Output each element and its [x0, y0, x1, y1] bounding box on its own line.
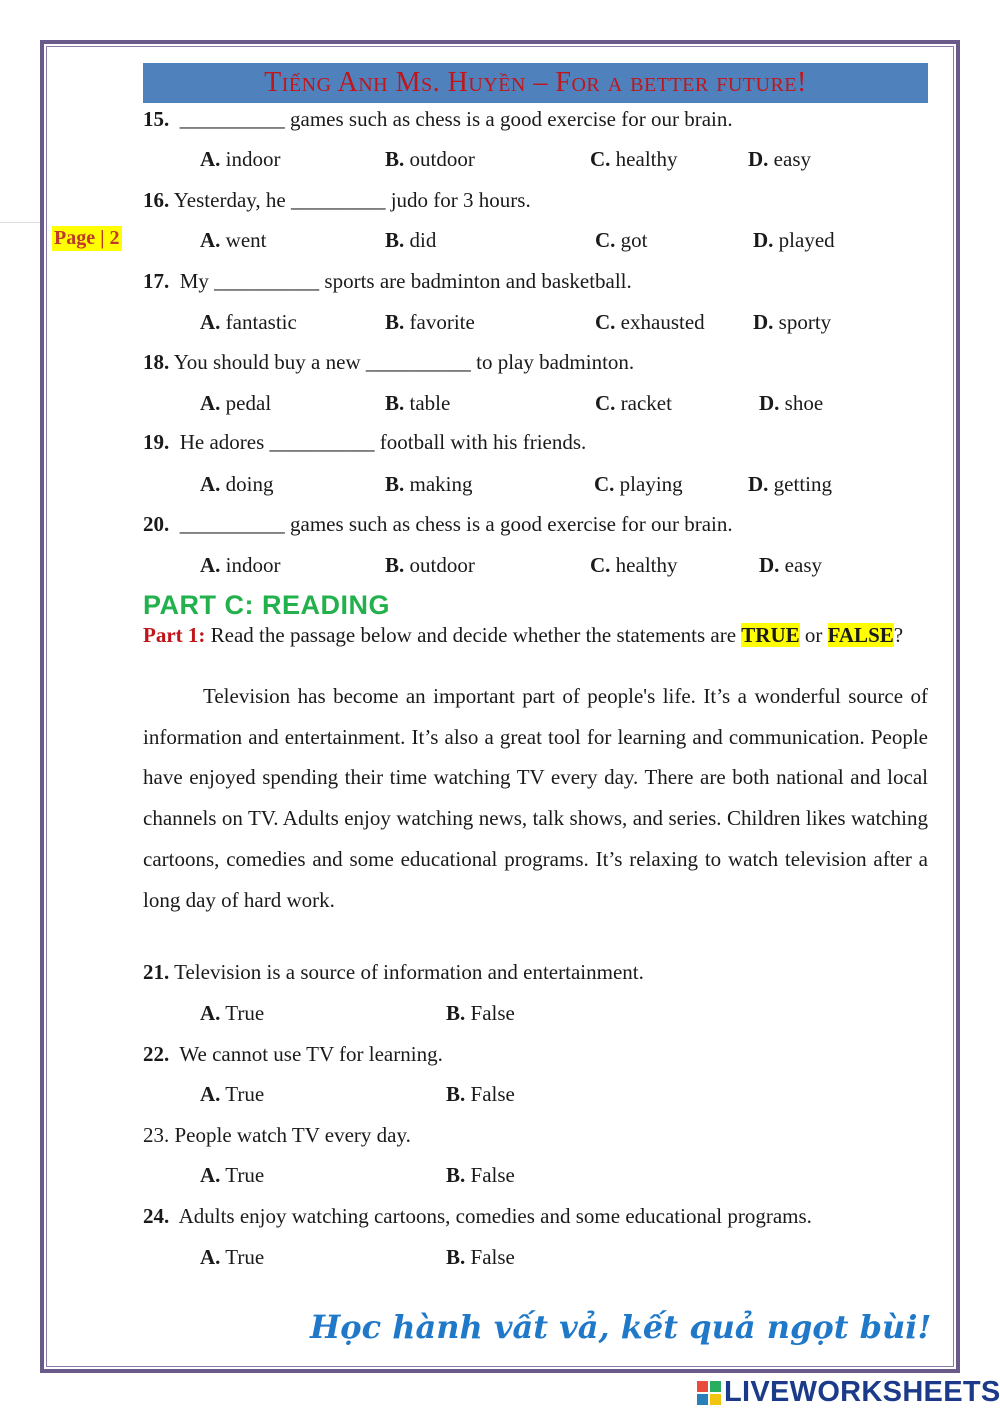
question-19 [143, 430, 586, 455]
option-letter: A. [200, 310, 221, 334]
question-number: 18. [143, 350, 170, 374]
option-text: outdoor [409, 147, 475, 171]
option-letter: B. [446, 1082, 466, 1106]
question-23 [143, 1123, 411, 1148]
option-letter: A. [200, 1163, 221, 1187]
option-letter: A. [200, 1001, 221, 1025]
option-19b[interactable] [385, 472, 473, 497]
option-text: doing [225, 472, 274, 496]
option-letter: D. [753, 310, 774, 334]
option-text: False [470, 1163, 515, 1187]
option-17a[interactable] [200, 310, 297, 335]
instruction-text: Read the passage below and decide whether the statements are [205, 623, 742, 647]
true-highlight: TRUE [741, 623, 800, 647]
option-19c[interactable] [594, 472, 683, 497]
option-text: outdoor [409, 553, 475, 577]
question-number: 22. [143, 1042, 170, 1066]
option-24b[interactable] [446, 1245, 515, 1270]
option-18b[interactable] [385, 391, 450, 416]
option-letter: A. [200, 1082, 221, 1106]
option-18c[interactable] [595, 391, 672, 416]
question-text: My __________ sports are badminton and basketball. [179, 269, 632, 293]
option-letter: B. [446, 1245, 466, 1269]
option-18a[interactable] [200, 391, 271, 416]
instruction-end: ? [893, 623, 904, 647]
option-letter: C. [590, 147, 611, 171]
question-22 [143, 1042, 443, 1067]
header-banner: Tiếng Anh Ms. Huyền – For a better future! [143, 63, 928, 103]
option-letter: C. [590, 553, 611, 577]
question-number: 24. [143, 1204, 170, 1228]
option-text: True [225, 1163, 265, 1187]
option-text: went [225, 228, 267, 252]
or-word: or [799, 623, 828, 647]
option-text: shoe [784, 391, 824, 415]
option-22b[interactable] [446, 1082, 515, 1107]
option-letter: A. [200, 391, 221, 415]
reading-passage: Television has become an important part of people's life. It’s a wonderful source of information and entertainment. It’s also a great tool for learning and communication. People have enjoyed spending their time watching TV every day. There are both national and local channels on TV. Adults enjoy watching news, talk shows, and series. Children likes watching cartoons, comedies and some educational programs. It’s relaxing to watch television after a long day of hard work. [143, 684, 928, 912]
question-24 [143, 1204, 812, 1229]
option-letter: D. [759, 391, 780, 415]
liveworksheets-logo-icon [697, 1381, 721, 1405]
option-letter: C. [595, 228, 616, 252]
option-letter: B. [446, 1001, 466, 1025]
option-text: easy [773, 147, 811, 171]
option-15b[interactable] [385, 147, 475, 172]
option-letter: B. [385, 472, 405, 496]
option-15a[interactable] [200, 147, 281, 172]
reading-instruction [143, 622, 928, 649]
section-title: PART C: READING [143, 590, 390, 620]
question-17 [143, 269, 632, 294]
option-letter: B. [385, 228, 405, 252]
option-letter: B. [385, 553, 405, 577]
option-17c[interactable] [595, 310, 705, 335]
option-letter: A. [200, 228, 221, 252]
option-letter: C. [595, 391, 616, 415]
false-highlight: FALSE [827, 623, 894, 647]
option-text: fantastic [225, 310, 297, 334]
option-text: table [409, 391, 451, 415]
option-text: True [225, 1082, 265, 1106]
question-text: Yesterday, he _________ judo for 3 hours. [173, 188, 531, 212]
question-text: We cannot use TV for learning. [179, 1042, 443, 1066]
option-letter: A. [200, 1245, 221, 1269]
question-21 [143, 960, 644, 985]
question-number: 17. [143, 269, 170, 293]
option-letter: B. [385, 147, 405, 171]
question-15 [143, 107, 733, 132]
option-21b[interactable] [446, 1001, 515, 1026]
question-number: 23. [143, 1123, 170, 1147]
option-letter: D. [759, 553, 780, 577]
option-16a[interactable] [200, 228, 267, 253]
question-text: Adults enjoy watching cartoons, comedies and some educational programs. [178, 1204, 812, 1228]
question-text: He adores __________ football with his friends. [179, 430, 587, 454]
option-text: True [225, 1245, 265, 1269]
option-text: indoor [225, 147, 281, 171]
option-letter: B. [385, 391, 405, 415]
question-text: Television is a source of information and entertainment. [174, 960, 644, 984]
option-16b[interactable] [385, 228, 436, 253]
margin-rule [0, 222, 40, 223]
question-number: 21. [143, 960, 170, 984]
option-23a[interactable] [200, 1163, 264, 1188]
option-text: making [409, 472, 473, 496]
option-letter: A. [200, 147, 221, 171]
option-text: False [470, 1082, 515, 1106]
option-letter: C. [595, 310, 616, 334]
option-text: playing [619, 472, 683, 496]
option-letter: C. [594, 472, 615, 496]
option-20b[interactable] [385, 553, 475, 578]
option-letter: D. [748, 147, 769, 171]
option-text: indoor [225, 553, 281, 577]
question-number: 15. [143, 107, 170, 131]
option-20a[interactable] [200, 553, 281, 578]
question-18 [143, 350, 634, 375]
option-text: favorite [409, 310, 475, 334]
option-text: healthy [615, 553, 678, 577]
option-17d[interactable] [753, 310, 831, 335]
option-18d[interactable] [759, 391, 823, 416]
option-19d[interactable] [748, 472, 832, 497]
option-23b[interactable] [446, 1163, 515, 1188]
option-15d[interactable] [748, 147, 811, 172]
part-label: Part 1: [143, 623, 206, 647]
option-text: False [470, 1245, 515, 1269]
option-letter: B. [446, 1163, 466, 1187]
question-number: 19. [143, 430, 170, 454]
question-text: __________ games such as chess is a good exercise for our brain. [179, 107, 733, 131]
question-16 [143, 188, 531, 213]
question-text: __________ games such as chess is a good exercise for our brain. [179, 512, 733, 536]
option-text: healthy [615, 147, 678, 171]
option-22a[interactable] [200, 1082, 264, 1107]
option-text: sporty [778, 310, 832, 334]
question-text: People watch TV every day. [174, 1123, 411, 1147]
motto: Học hành vất vả, kết quả ngọt bùi! [310, 1308, 932, 1346]
option-text: did [409, 228, 437, 252]
option-21a[interactable] [200, 1001, 264, 1026]
option-letter: D. [753, 228, 774, 252]
option-20c[interactable] [590, 553, 677, 578]
option-text: True [225, 1001, 265, 1025]
option-24a[interactable] [200, 1245, 264, 1270]
option-text: pedal [225, 391, 272, 415]
option-letter: A. [200, 553, 221, 577]
option-17b[interactable] [385, 310, 475, 335]
option-text: getting [773, 472, 832, 496]
option-16d[interactable] [753, 228, 835, 253]
question-number: 20. [143, 512, 170, 536]
page-number-tag: Page | 2 [54, 227, 120, 249]
option-text: easy [784, 553, 822, 577]
option-19a[interactable] [200, 472, 274, 497]
option-letter: B. [385, 310, 405, 334]
question-20 [143, 512, 733, 537]
option-text: racket [620, 391, 672, 415]
option-text: exhausted [620, 310, 705, 334]
option-20d[interactable] [759, 553, 822, 578]
option-16c[interactable] [595, 228, 648, 253]
option-letter: D. [748, 472, 769, 496]
option-text: played [778, 228, 835, 252]
question-number: 16. [143, 188, 170, 212]
option-text: got [620, 228, 648, 252]
option-text: False [470, 1001, 515, 1025]
option-15c[interactable] [590, 147, 677, 172]
option-letter: A. [200, 472, 221, 496]
liveworksheets-logo-text[interactable]: LIVEWORKSHEETS [724, 1376, 1000, 1408]
question-text: You should buy a new __________ to play badminton. [173, 350, 635, 374]
